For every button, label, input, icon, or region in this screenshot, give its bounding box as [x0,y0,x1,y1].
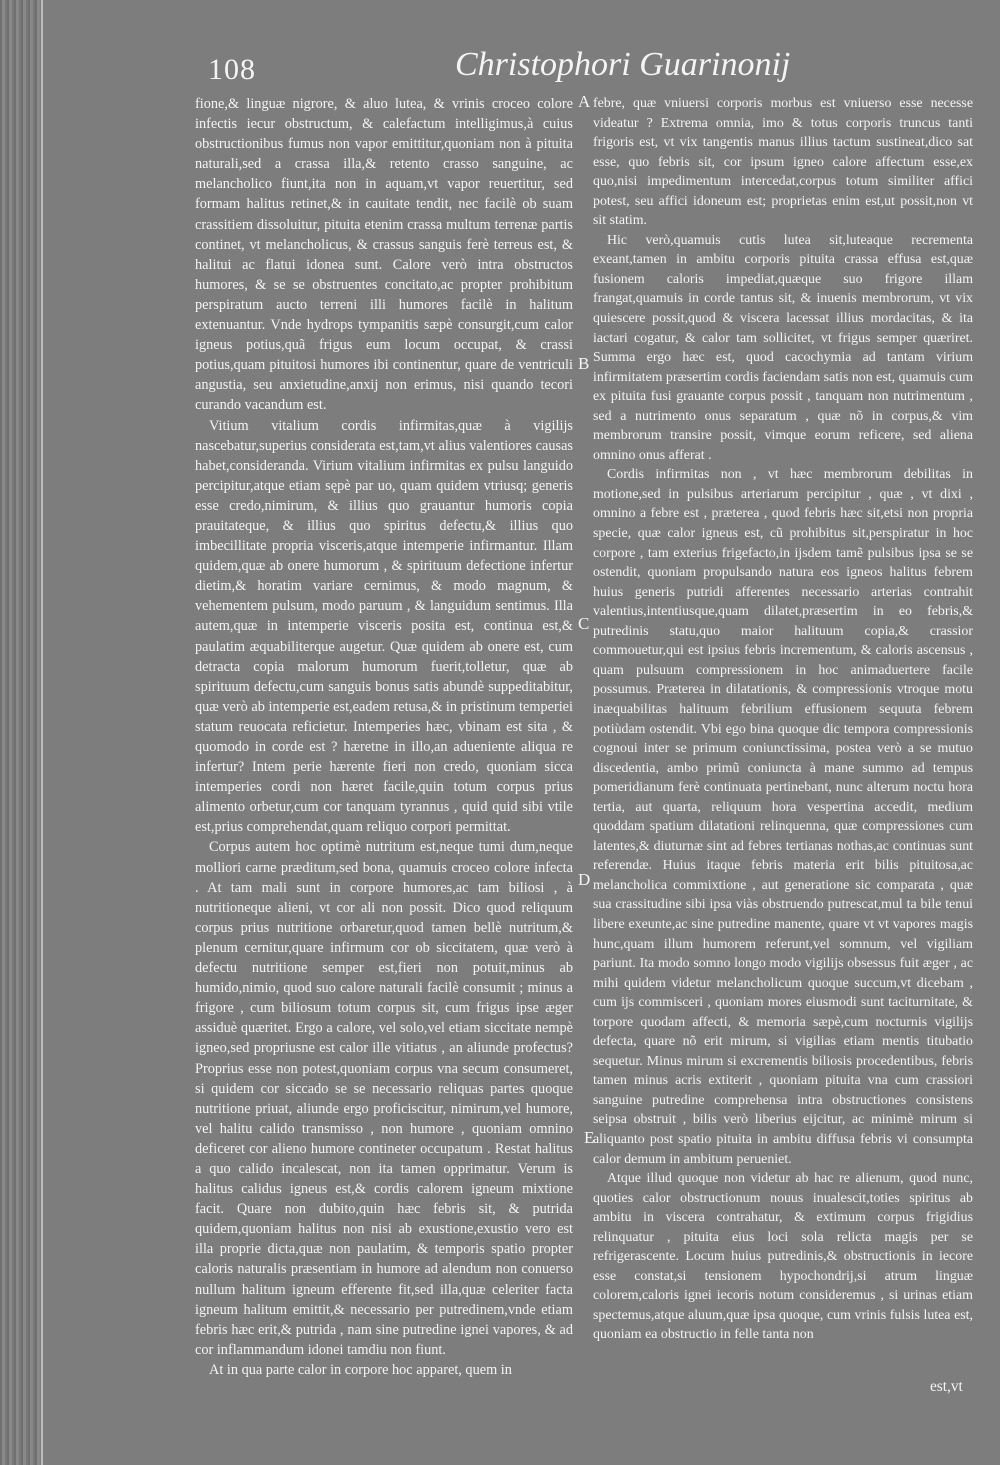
margin-letter-e: E [584,1128,595,1147]
paragraph: Corpus autem hoc optimè nutritum est,neque tumi dum,neque molliori carne præditum,sed bona, quamuis croceo colore infecta . At tam mali sunt in corpore humores,ac tam biliosi , à nutritioneque alieni, vt cor ali non possit. Dico quod reliquum corpus prius nutritione orbaretur,quod tamen bellè nutritum,& plenum cernitur,quare infirmum cor ob siccitatem, quæ verò à defectu nutritione semper est,fieri non potuit,minus ab humido,nimio, quod suo calore naturali facilè consumit ; minus a frigore , cum biliosum totum corpus sit, cum frigus ipse æger assiduè quæritet. Ergo a calore, vel solo,vel etiam siccitate nempè igneo,sed propriusne est calor ille vitiatus , an aliunde profectus? Proprius esse non potest,quoniam corpus vna secum consumeret, si quidem cor siccado se se necessario reliquas partes quoque nutritione priuat, aliunde ergo proficiscitur, nimirum,vel humore, vel halitu calido transmisso , non humore , quoniam omnino deficeret cor alieno humore contineter occupatum . Restat halitus a quo calido incalescat, non ita tamen opprimatur. Verum is halitus calidus igneus est,& cordis calorem igneum mixtione facit. Quare non dubito,quin hæc febris sit, & putrida quidem,quoniam halitus non nisi ab exustione,exustio vero est illa proprie dicta,quæ non paulatim, & temporis spatio propter caloris naturalis præsentiam in humore ad alendum non conuerso nullum halitum igneum efferente fit,sed illa,quæ celeriter facta igneum halitum emittit,& necessario per putredinem,vnde etiam febris hæc erit,& putrida , nam sine putredine ignei vapores, & ad cor inflammandum idonei tamdiu non fiunt. [195,839,573,1358]
paragraph: fione,& linguæ nigrore, & aluo lutea, & vrinis croceo colore infectis iecur obstructum, & calefactum intelligimus,à cuius obstructionibus fumus non vapor emittitur,quoniam non à pituita naturali,sed a crassa illa,& retento crasso sanguine, ac melancholico fiunt,ita non in aquam,vt vapor reuertitur, sed formam halitus retinet,& in cauitate tendit, nec facilè ob suam crassitiem dissoluitur, pituita etenim crassa multum terrenæ partis continet, vt melancholicus, & crassus sanguis ferè terreus est, & halitui ac flatui idonea sunt. Calore verò intra obstructos humores, & se se obstruentes concitato,ac propter prohibitum perspiratum aucto terreni illi humores facilè in halitum extenuantur. Vnde hydrops tympanitis sæpè consurgit,cum calor igneus potius,quã frigus eum locum occupat, & crassi potius,quam pituitosi humores ibi continentur, quare de ventriculi angustia, seu anxietudine,anxij non erimus, nisi quando tecori curando vacandum est. [195,96,573,414]
page-number: 108 [208,53,256,86]
book-spine [0,0,40,1465]
paragraph: febre, quæ vniuersi corporis morbus est vniuerso esse necesse videatur ? Extrema omnia, imo & totus corporis truncus tanti frigoris est, vt vix tangentis manus illius tactum sustineat,dico sat esse, quo febris sit, cor ipsum igneo calore affectum esse,ex quo,nisi impedimentum intercedat,corpus totum similiter affici potest, seu affici idoneum est; proprietas enim est,ut possit,non vt sit statim. [593,96,973,229]
margin-letter-c: C [578,614,590,633]
right-column [593,94,973,1345]
margin-letter-b: B [578,354,590,373]
paragraph: Hic verò,quamuis cutis lutea sit,luteaque recrementa exeant,tamen in ambitu corporis pituita crassa effusa est,quæ fusionem caloris impediat,quæque suo frigore illam frangat,quamuis in corde tantus sit, & inuenis membrorum, vt vix quiescere possit,quod & viscera lacessat illius mordacitas, & ita iactari cogatur, & calor tam sollicitet, vt frigus semper quæriret. Summa ergo hæc est, quod cacochymia ad tantam virium infirmitatem præsertim cordis faciendam satis non est, quamuis cum ex pituita fusi grauante corpus possit , tanquam non nutrimentum , sed a nutrimento onus separatum , quæ nõ in corpus,& vim membrorum transire possit, vimque eorum reficere, sed aliena omnino onus afferat . [593,232,973,463]
paragraph: Atque illud quoque non videtur ab hac re alienum, quod nunc, quoties calor obstructionum nouus inualescit,toties spiritus ab ambitu in viscera contrahatur, & extimum corpus frigidius relinquatur , pituita eius loci sola relicta magis per se refrigerascente. Locum huius putredinis,& obstructionis in iecore esse constat,si tensionem hypochondrij,si atrum linguæ colorem,caloris ignei iecoris notum consideremus , si urinas etiam spectemus,atque aluum,quæ ipsa quoque, cum vrinis fulsis lutea est, quoniam ea obstructio in felle tanta non [593,1171,973,1343]
margin-letter-d: D [578,870,591,889]
catchword: est,vt [930,1378,963,1395]
margin-letter-a: A [578,92,591,111]
gutter-line [41,0,43,1465]
paragraph: At in qua parte calor in corpore hoc apparet, quem in [209,1361,512,1378]
paragraph: Vitium vitalium cordis infirmitas,quæ à vigilijs nascebatur,superius considerata est,tam,vt alius valentiores causas habet,consideranda. Virium vitalium infirmitas ex pulsu languido percipitur,atque etiam sępè par uo, quam quidem vtriusq; generis esse credo,nimirum, & illius quo grauantur humoris copia prauitateque, & illius quo spiritus defectu,& illius quo imbecillitate propria visceris,atque intemperie infirmantur. Illam quidem,quæ ab onere humorum , & spirituum defectione infertur dietim,& horatim variare cernimus, & modo magnum, & vehementem pulsum, modo paruum , & languidum sentimus. Illa autem,quæ in intemperie visceris posita est, continua est,& paulatim æquabiliterque augetur. Quæ quidem ab onere est, cum detracta copia malorum humorum fuerit,tolletur, quæ ab spirituum defectu,cum sanguis bonus satis abundè suppeditabitur, quæ verò ab intemperie est,eadem retusa,& in pristinum temperiei statum reuocata reficietur. Intemperies hæc, vbinam est sita , & quomodo in corde est ? hæretne in illo,an adueniente aliqua re infertur? Intem perie hærente fieri non credo, quoniam sicca intemperies cordi non hæret facile,quin totum corpus prius alimento orbetur,cum cor tanquam tyrannus , quid quid sibi vtile est,prius comprehendat,quam reliquo corpori permittat. [195,417,573,836]
paragraph: Cordis infirmitas non , vt hæc membrorum debilitas in motione,sed in pulsibus arteriarum percipitur , quæ , vt dixi , omnino a febre est , præterea , quod febris hæc sit,etsi non propria specie, quæ calor igneus est, cũ prohibitus sit,perspiratur in hoc corpore , tam exterius frigefacto,in ijsdem tamẽ pulsibus ipsa se se ostendit, quoniam propulsando natura eos igneos halitus febrem huius generis putridi afferentes necessario arterias contrahit valentius,intentiusque,quam dilatet,præsertim in eo febris,& putredinis statu,quo maior halituum copia,& crassior commouetur,qui est ipsius febris incrementum, & caloris ascensus , quam pulsuum compressionem in hoc animaduertere facile possumus. Præterea in dilatationis, & compressionis vtroque motu inæquabilitas halituum febrilium effusionem sequuta febrem potiùdam ostendit. Vbi ego bina quoque dic tempora compressionis cognoui inter se primum coniunctissima, postea verò a se mutuo discedentia, ambo primũ coniuncta à mane summo ad tempus pomeridianum ferè continuata pertinebant, nunc alterum noctu hora tertia, aut quarta, reliquum hora vespertina accedit, medium quoddam spatium dilatationi relinquenna, quæ compressiones cum latentes,& diuturnæ sint ad febres tertianas nothas,ac continuas sunt referendæ. Huius itaque febris materia erit bilis pituitosa,ac melancholica commixtione , aut generatione sic comparata , quæ sua crassitudine sibi ipsa viàs obstruendo putrescat,mul ta bile tenui libere exeunte,ac sine putredine manente, quare vt vt vapores magis hunc,quam illum humorem referunt,vel somnum, vel vigiliam pariunt. Ita modo somno longo modo vigilijs obsessus fuit æger , ac mihi quidem videtur melancholicum quoque succum,vt dicebam , cum ijs commisceri , quoniam mores eiusmodi sunt taciturnitate, & torpore quodam affecti, & memoria sæpè,cum nocturnis vigilijs defecta, quare nõ erit mirum, si vigilias etiam mentis titubatio sequetur. Minus mirum si excrementis biliosis procedentibus, febris tamen minus acris extiterit , quoniam pituita vna cum crassiori sanguine putredine comprehensa intra obstructiones consistens seipsa obstruit , bilis verò liberius eijcitur, ac minimè mirum si aliquanto post spatio pituita in ambitu diffusa febris vi consumpta calor demum in ambitum perueniet. [593,467,973,1167]
running-head: Christophori Guarinonij [455,46,791,83]
left-column [195,94,573,1380]
